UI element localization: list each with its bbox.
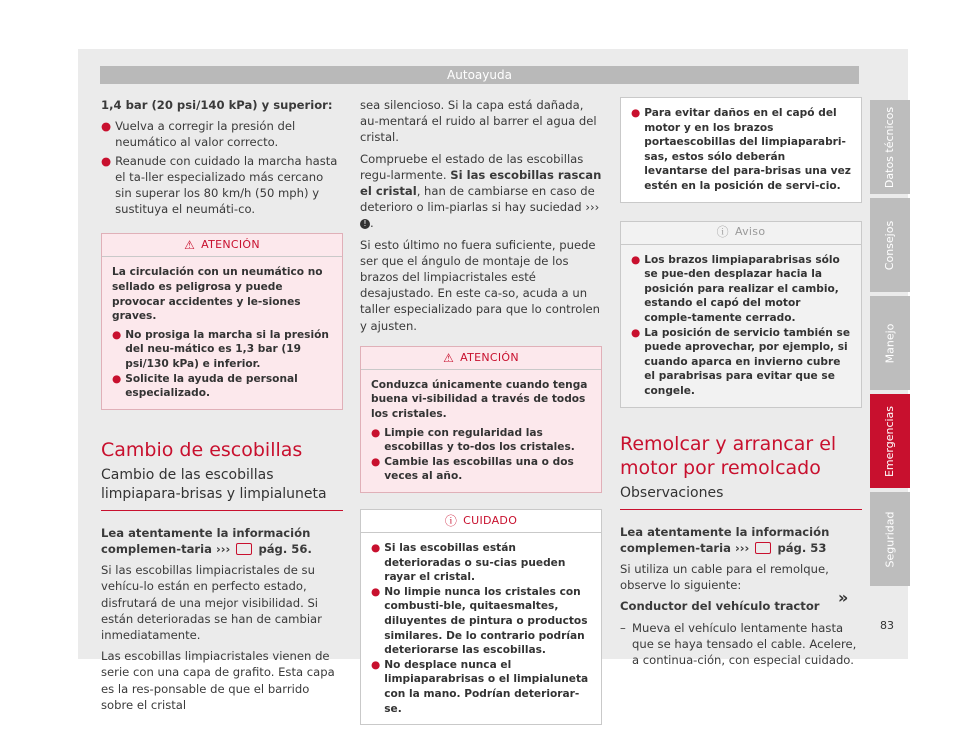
paragraph: Las escobillas limpiacristales vienen de serie con una capa de grafito. Esta capa es la res-ponsable de que el barrido sobre el cristal: [101, 649, 335, 712]
warning-triangle-icon: ⚠: [184, 238, 196, 253]
care-box-continued: [620, 97, 862, 203]
list-item: ● No prosiga la marcha si la presión del neu-mático es 1,3 bar (19 psi/130 kPa) e inferior.: [112, 328, 329, 370]
list-item: ● La posición de servicio también se puede aprovechar, por ejemplo, si cuando aparca en invierno cubre el parabrisas para evitar que se congele.: [631, 326, 851, 397]
info-circle-icon: ⓘ: [716, 225, 729, 240]
list-item: ● Limpie con regularidad las escobillas y to-dos los cristales.: [371, 426, 575, 454]
paragraph: Si esto último no fuera suficiente, puede ser que el ángulo de montaje de los brazos del limpiacristales esté desajustado. En este ca-so, acuda a un taller especializado para que lo controlen y ajusten.: [360, 237, 601, 333]
subsection-title-wipers: Cambio de las escobillas limpiapara-brisas y limpialuneta: [101, 466, 343, 511]
list-item: ● Solicite la ayuda de personal especializado.: [112, 372, 298, 400]
paragraph: Si utiliza un cable para el remolque, observe lo siguiente:: [620, 561, 829, 593]
book-link-icon: [755, 542, 771, 554]
tab-datos-tecnicos[interactable]: Datos técnicos: [870, 100, 910, 194]
subhead-tractor: Conductor del vehículo tractor: [620, 599, 820, 614]
page-ref-link[interactable]: pág. 56: [258, 541, 308, 556]
section-title-wipers: Cambio de escobillas: [101, 438, 303, 461]
column-3: [620, 97, 862, 668]
read-info: Lea atentamente la información complemen-taria ››› pág. 53: [620, 524, 830, 555]
info-circle-icon: ⓘ: [444, 513, 458, 528]
list-item: ● No desplace nunca el limpiaparabrisas o el limpialuneta con la mano. Podrían deteriorar-se.: [371, 658, 589, 715]
list-item: ● Para evitar daños en el capó del motor y en los brazos portaescobillas del limpiaparabri-sas, estos sólo deberán levantarse del para-brisas una vez estén en la posición de servi-cio.: [631, 107, 851, 192]
list-item: ● Reanude con cuidado la marcha hasta el ta-ller especializado más cercano sin superar los 80 km/h (50 mph) y sustituya el neumáti-co.: [101, 153, 338, 217]
paragraph: sea silencioso. Si la capa está dañada, au-mentará el ruido al barrer el agua del cristal.: [360, 98, 597, 145]
list-item: ● Cambie las escobillas una o dos veces al año.: [371, 455, 574, 483]
paragraph: Si las escobillas limpiacristales de su vehícu-lo están en perfecto estado, disfrutará de una mejor visibilidad. Si están deterioradas se han de cambiar inmediatamente.: [101, 563, 322, 642]
list-item: ● No limpie nunca los cristales con combusti-ble, quitaesmaltes, diluyentes de pintura o productos similares. De lo contrario podrían deteriorarse las escobillas.: [371, 585, 588, 657]
note-box: ⓘ Aviso ● Los brazos limpiaparabrisas sólo se pue-den desplazar hacia la posición para realizar el cambio, estando el capó del motor comple-tamente cerrado. ● La posición de servicio también se puede aprovechar, por ejemplo, si cuando aparca en invierno cubre el parabrisas para evitar que se congele.: [620, 221, 862, 408]
care-box: ⓘ CUIDADO ● Si las escobillas están deterioradas o su-cias pueden rayar el cristal. ● No limpie nunca los cristales con combusti-ble, quitaesmaltes, diluyentes de pintura o productos similares. De lo contrario podrían deteriorarse las escobillas. ● No desplace nunca el limpiaparabrisas o el limpialuneta con la mano. Podrían deteriorar-se.: [360, 509, 602, 725]
warning-triangle-icon: ⚠: [443, 350, 455, 365]
warning-box: ⚠ ATENCIÓN La circulación con un neumático no sellado es peligrosa y puede provocar accidentes y le-siones graves. ● No prosiga la marcha si la presión del neu-mático es 1,3 bar (19 psi/130 kPa) e inferior. ● Solicite la ayuda de personal especializado.: [101, 233, 343, 409]
read-info: Lea atentamente la información complemen-taria ››› pág. 56.: [101, 525, 312, 556]
book-link-icon: [236, 543, 252, 555]
paragraph: Compruebe el estado de las escobillas regu-larmente. Si las escobillas rascan el cristal, han de cambiarse en caso de deterioro o lim-piarlas si hay suciedad ››› ! .: [360, 151, 602, 231]
tab-emergencias[interactable]: Emergencias: [870, 394, 910, 488]
page-ref-link[interactable]: pág. 53: [777, 540, 827, 555]
heading-pressure: 1,4 bar (20 psi/140 kPa) y superior:: [101, 98, 333, 112]
warning-box: ⚠ ATENCIÓN Conduzca únicamente cuando tenga buena vi-sibilidad a través de todos los cristales. ● Limpie con regularidad las escobillas y to-dos los cristales. ● Cambie las escobillas una o dos veces al año.: [360, 346, 602, 493]
list-item: ● Si las escobillas están deterioradas o su-cias pueden rayar el cristal.: [371, 542, 566, 584]
column-1: [101, 97, 343, 718]
list-item: – Mueva el vehículo lentamente hasta que se haya tensado el cable. Acelere, a continua-ción, con especial cuidado.: [620, 620, 857, 667]
page-number: 83: [880, 619, 894, 632]
tab-manejo[interactable]: Manejo: [870, 296, 910, 390]
page-header: Autoayuda: [100, 66, 859, 84]
subsection-title-notes: Observaciones: [620, 484, 862, 510]
warning-ref-icon[interactable]: !: [360, 219, 370, 229]
list-item: ● Vuelva a corregir la presión del neumático al valor correcto.: [101, 119, 296, 150]
tab-consejos[interactable]: Consejos: [870, 198, 910, 292]
section-title-towing: Remolcar y arrancar el motor por remolcado: [620, 432, 837, 479]
column-2: [360, 97, 602, 735]
list-item: ● Los brazos limpiaparabrisas sólo se pue-den desplazar hacia la posición para realizar el cambio, estando el capó del motor comple-tamente cerrado.: [631, 253, 840, 324]
continue-icon: »: [838, 588, 849, 607]
tab-seguridad[interactable]: Seguridad: [870, 492, 910, 586]
